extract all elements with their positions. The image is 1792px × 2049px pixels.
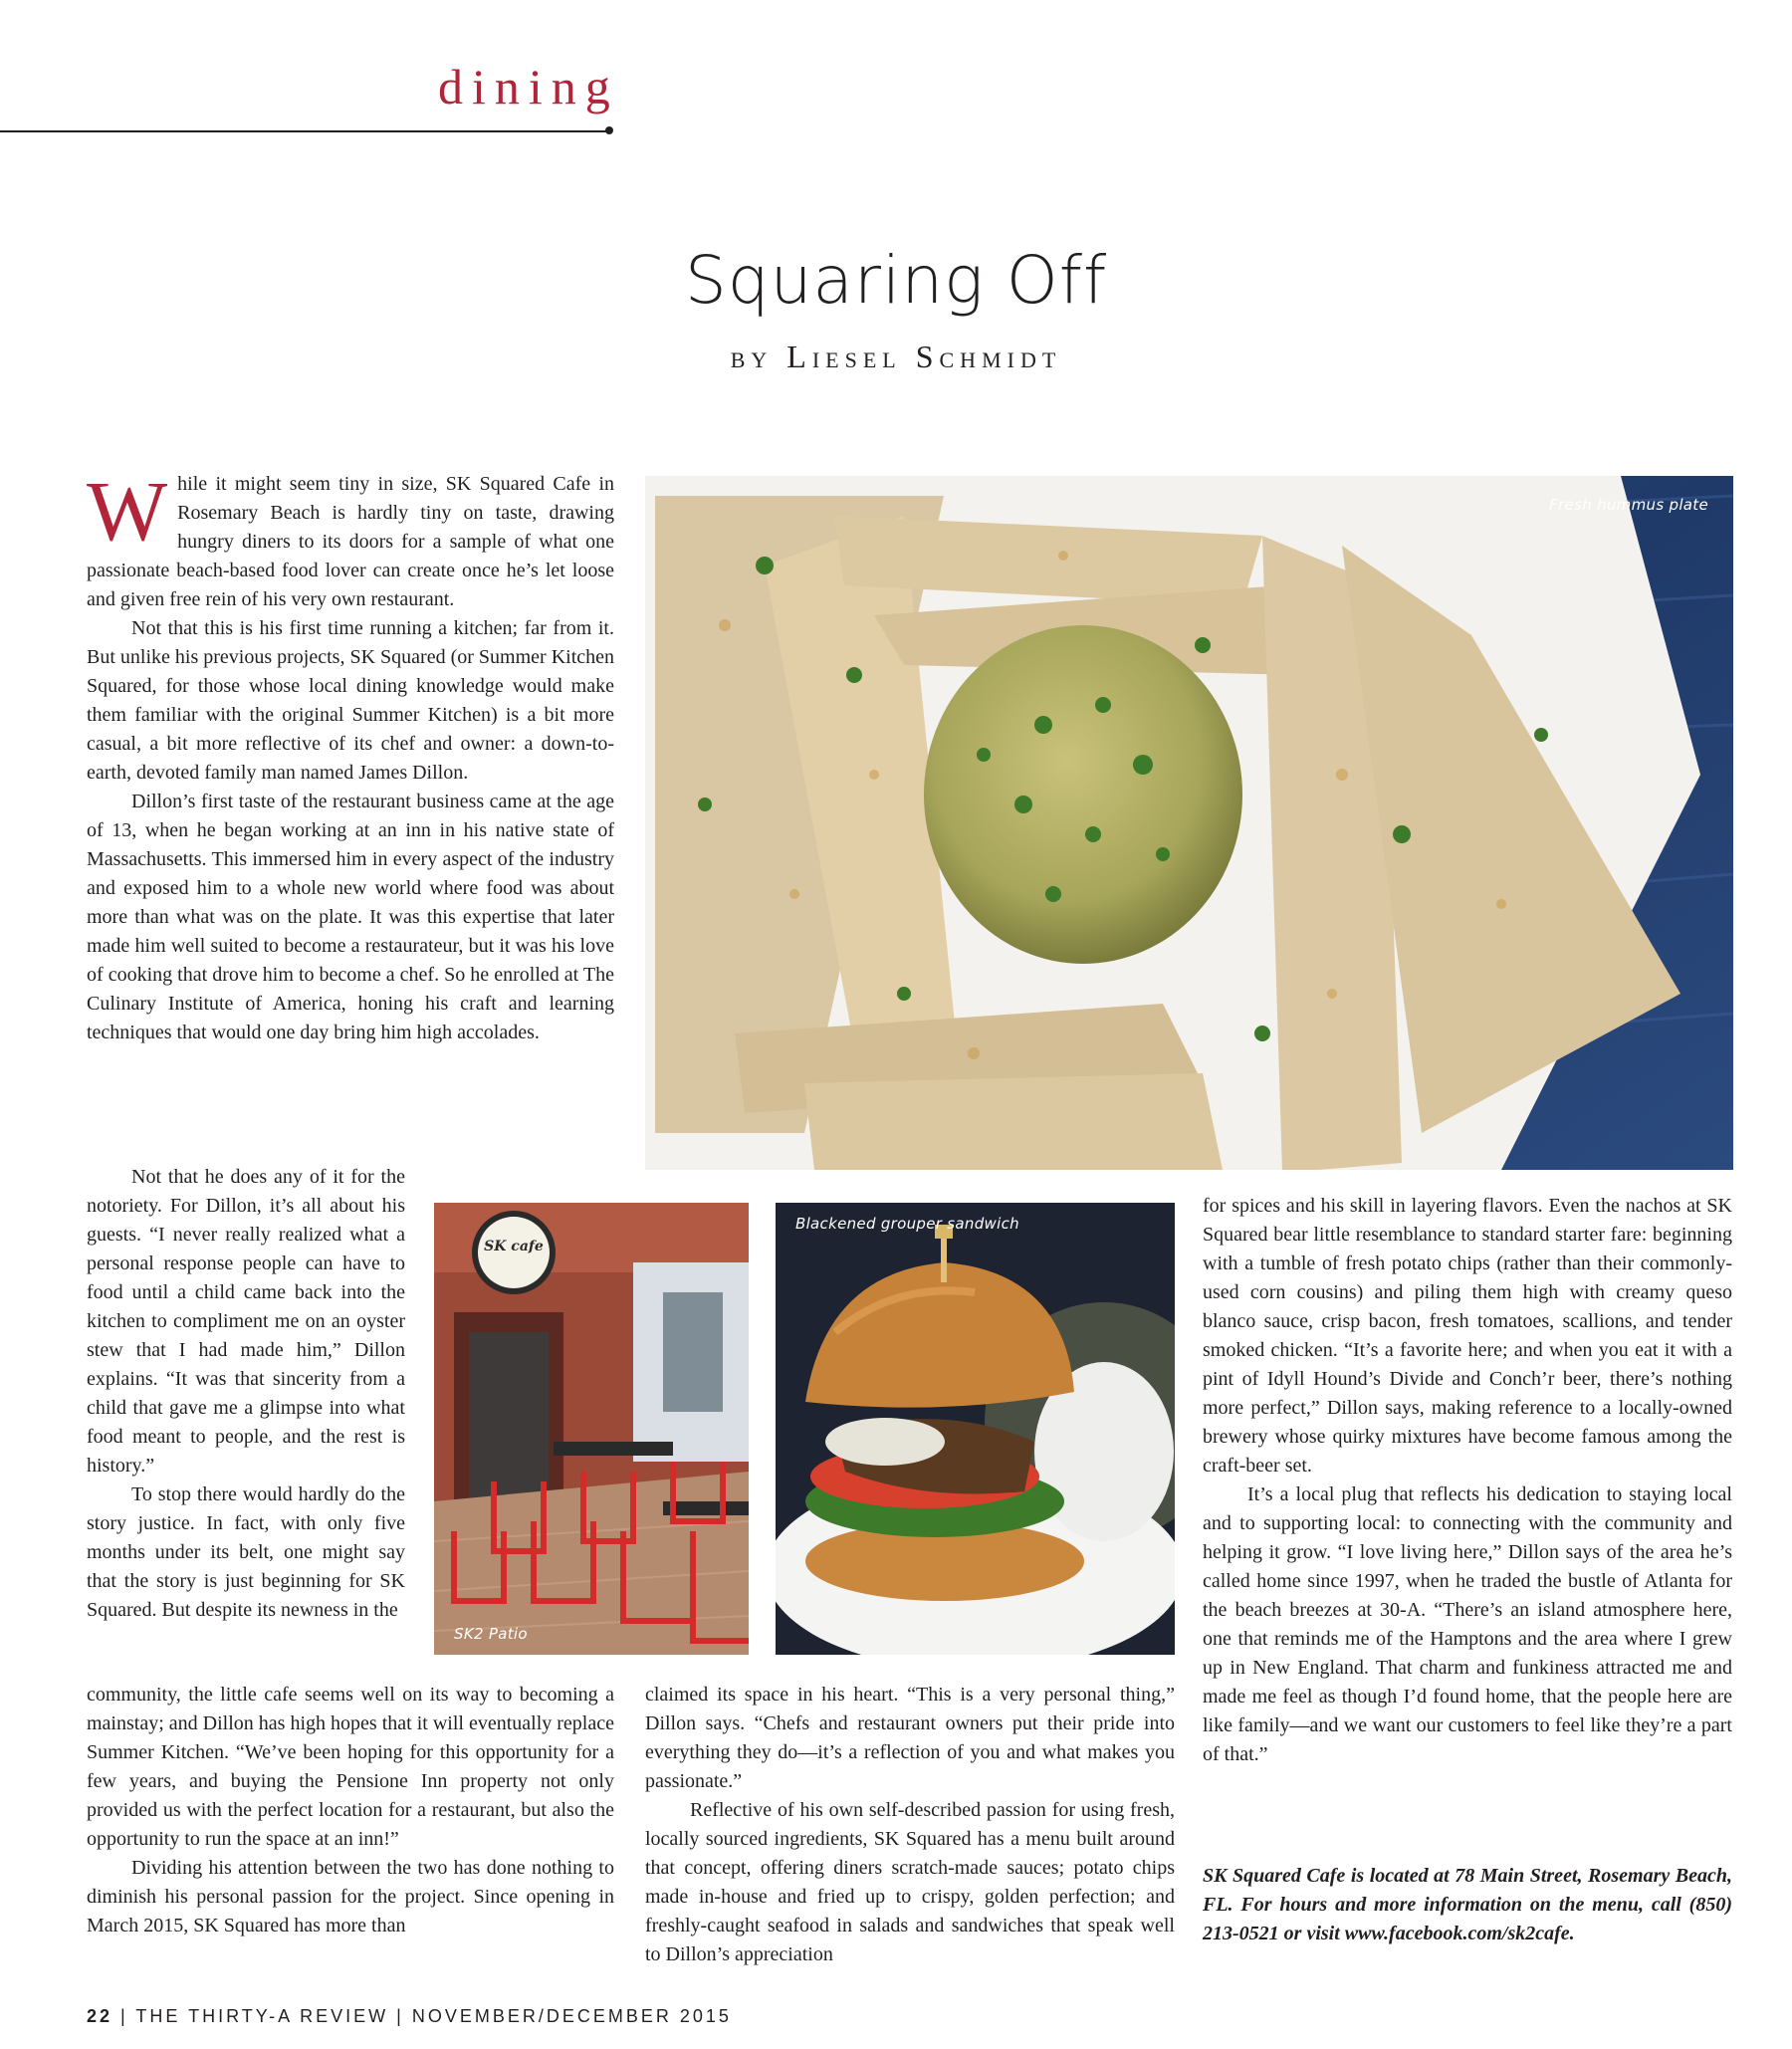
grouper-illustration <box>776 1203 1175 1655</box>
section-divider <box>0 130 609 132</box>
closing-note: SK Squared Cafe is located at 78 Main Street, Rosemary Beach, FL. For hours and more information on the menu, call (850) 213-0521 or visit www.facebook.com/sk2cafe. <box>1203 1865 1732 1944</box>
column-2 <box>645 1681 1175 1969</box>
paragraph: To stop there would hardly do the story justice. In fact, with only five months under its belt, one might say that the story is just beginning for SK Squared. But despite its newness in the <box>87 1483 405 1621</box>
caption-hummus: Fresh hummus plate <box>1549 496 1708 514</box>
paragraph: Not that he does any of it for the notoriety. For Dillon, it’s all about his guests. “I never really realized what a personal response people can have to food until a child came back into the kitchen to compliment me on an oyster stew that I had made him,” Dillon explains. “It was that sincerity from a child that gave me a glimpse into what food meant to people, and the rest is history.” <box>87 1166 405 1477</box>
sign-logo: SK cafe <box>484 1239 544 1254</box>
column-1-top <box>87 463 614 1047</box>
paragraph: It’s a local plug that reflects his dedication to staying local and to supporting local: to connecting with the community and helping it grow. “I love living here,” Dillon says of the area he’s called home since 1997, when he traded the bustle of Atlanta for the beach breezes at 30-A. “There’s an island atmosphere here, one that reminds me of the Hamptons and the area where I grew up in New England. That charm and funkiness attracted me and made me feel as though I’d found home, that the people here are like family—and we want our customers to feel like they’re a part of that.” <box>1203 1483 1732 1765</box>
caption-grouper: Blackened grouper sandwich <box>795 1215 1019 1233</box>
paragraph: Not that this is his first time running a kitchen; far from it. But unlike his previous projects, SK Squared (or Summer Kitchen Squared, for those whose local dining knowledge would make them familiar with the original Summer Kitchen) is a bit more casual, a bit more reflective of its chef and owner: a down-to-earth, devoted family man named James Dillon. <box>87 617 614 784</box>
page-number: 22 <box>87 2006 113 2026</box>
hummus-photo <box>645 476 1733 1170</box>
hummus-illustration <box>645 476 1733 1170</box>
article-title: Squaring Off <box>684 242 1108 319</box>
paragraph: Dividing his attention between the two has done nothing to diminish his personal passion for the project. Since opening in March 2015, SK Squared has more than <box>87 1857 614 1936</box>
paragraph: Dillon’s first taste of the restaurant business came at the age of 13, when he began working at an inn in his native state of Massachusetts. This immersed him in every aspect of the industry and exposed him to a whole new world where food was about more than what was on the plate. It was this expertise that later made him well suited to become a restaurateur, but it was his love of cooking that drove him to become a chef. So he enrolled at The Culinary Institute of America, honing his craft and learning techniques that would one day bring him high accolades. <box>87 791 614 1043</box>
footer-separator: | <box>396 2006 404 2026</box>
patio-illustration <box>434 1203 749 1655</box>
patio-photo <box>434 1203 749 1655</box>
page-footer <box>87 2006 732 2027</box>
paragraph: for spices and his skill in layering flavors. Even the nachos at SK Squared bear little resemblance to standard starter fare: beginning with a tumble of fresh potato chips (rather than their commonly-used corn cousins) and piling them high with creamy queso blanco sauce, crisp bacon, fresh tomatoes, scallions, and tender smoked chicken. “It’s a favorite here; and when you eat it with a pint of Idyll Hound’s Divide and Conch’r beer, there’s nothing more perfect,” Dillon says, making reference to a locally-owned brewery whose quirky mixtures have become famous among the craft-beer set. <box>1203 1195 1732 1477</box>
paragraph: claimed its space in his heart. “This is a very personal thing,” Dillon says. “Chefs and restaurant owners put their pride into everything they do—it’s a reflection of you and what makes you passionate.” <box>645 1684 1175 1792</box>
caption-patio: SK2 Patio <box>454 1625 528 1643</box>
drop-cap: W <box>87 463 168 559</box>
paragraph: While it might seem tiny in size, SK Squared Cafe in Rosemary Beach is hardly tiny on taste, drawing hungry diners to its doors for a sample of what one passionate beach-based food lover can create once he’s let loose and given free rein of his very own restaurant. <box>87 463 614 610</box>
column-1-bottom <box>87 1681 614 1940</box>
grouper-photo <box>776 1203 1175 1655</box>
article-byline: by Liesel Schmidt <box>730 339 1062 374</box>
column-3 <box>1203 1192 1732 1769</box>
footer-separator: | <box>120 2006 128 2026</box>
section-label: dining <box>438 59 619 114</box>
paragraph: Reflective of his own self-described passion for using fresh, locally sourced ingredients, SK Squared has a menu built around that concept, offering diners scratch-made sauces; potato chips made in-house and fried up to crispy, golden perfection; and freshly-caught seafood in salads and sandwiches that speak well to Dillon’s appreciation <box>645 1799 1175 1965</box>
column-1-narrow <box>87 1163 405 1625</box>
paragraph: community, the little cafe seems well on its way to becoming a mainstay; and Dillon has high hopes that it will eventually replace Summer Kitchen. “We’ve been hoping for this opportunity for a few years, and buying the Pensione Inn property not only provided us with the perfect location for a restaurant, but also the opportunity to run the space at an inn!” <box>87 1684 614 1850</box>
issue-date: NOVEMBER/DECEMBER 2015 <box>411 2006 732 2026</box>
publication-name: THE THIRTY-A REVIEW <box>135 2006 389 2026</box>
divider-dot <box>605 126 613 134</box>
